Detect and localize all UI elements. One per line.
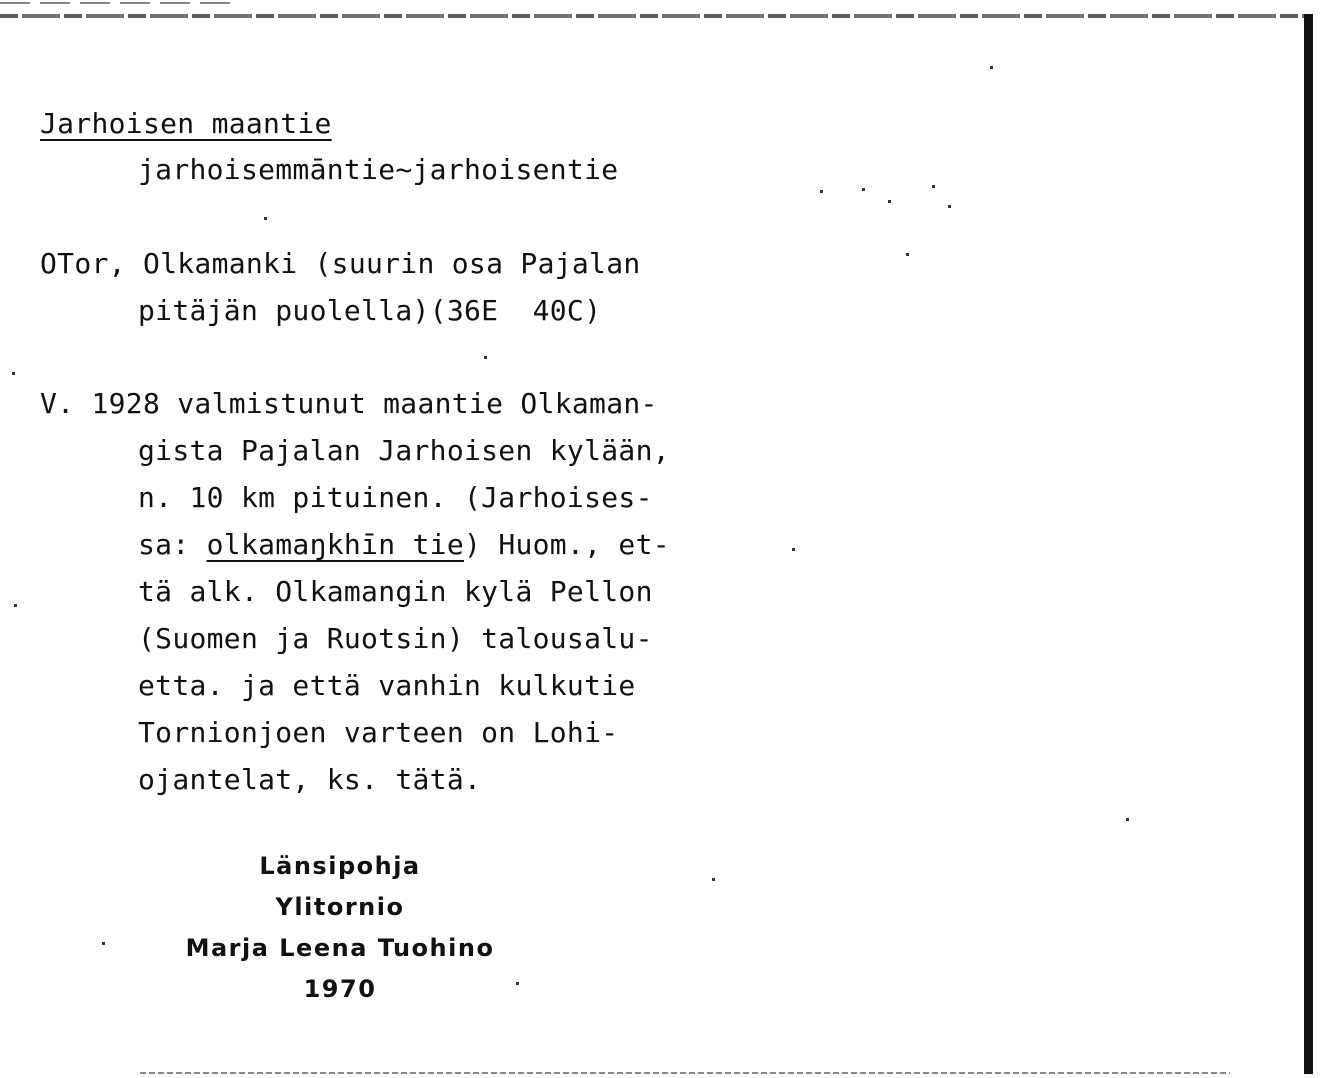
scan-speck xyxy=(264,217,267,220)
description-line-5: tä alk. Olkamangin kylä Pellon xyxy=(138,575,653,608)
card-title: Jarhoisen maantie xyxy=(40,107,332,140)
stamp-parish: Ylitornio xyxy=(275,893,405,921)
description-line-4-prefix: sa: xyxy=(138,528,207,561)
location-line-1: OTor, Olkamanki (suurin osa Pajalan xyxy=(40,247,641,280)
scan-speck xyxy=(932,185,935,188)
scan-speck xyxy=(820,190,823,193)
scan-speck xyxy=(712,878,715,881)
scan-speck xyxy=(792,548,795,551)
description-body xyxy=(138,427,670,803)
stamp-region: Länsipohja xyxy=(259,852,421,880)
stamp-collector: Marja Leena Tuohino xyxy=(185,934,495,962)
description-line-4-suffix: ) Huom., et- xyxy=(464,528,670,561)
description-line-6: (Suomen ja Ruotsin) talousalu- xyxy=(138,622,653,655)
scan-speck xyxy=(948,205,951,208)
scan-speck xyxy=(1126,818,1129,821)
scan-speck xyxy=(906,253,909,256)
scan-artifact-right-edge xyxy=(1304,14,1313,1074)
name-variants: jarhoisemmāntie~jarhoisentie xyxy=(138,153,619,186)
scan-speck xyxy=(484,356,487,359)
scan-speck xyxy=(990,66,993,69)
dialect-term: olkamaŋkhīn tie xyxy=(206,528,465,561)
scan-artifact-top-edge xyxy=(0,14,1308,18)
description-line-7: etta. ja että vanhin kulkutie xyxy=(138,669,636,702)
description-line-2: gista Pajalan Jarhoisen kylään, xyxy=(138,434,670,467)
description-line-4 xyxy=(138,521,670,568)
stamp-year: 1970 xyxy=(303,975,377,1003)
scan-artifact-bottom-edge xyxy=(140,1072,1230,1074)
scan-speck xyxy=(12,372,15,375)
collector-stamp xyxy=(150,846,530,1010)
scan-speck xyxy=(862,188,865,191)
location-line-2: pitäjän puolella)(36E 40C) xyxy=(138,294,602,327)
scan-artifact-top-short xyxy=(0,2,240,4)
scan-speck xyxy=(102,942,105,945)
description-line-3: n. 10 km pituinen. (Jarhoises- xyxy=(138,481,653,514)
description-line-1: V. 1928 valmistunut maantie Olkaman- xyxy=(40,387,658,420)
scan-speck xyxy=(888,200,891,203)
description-line-8: Tornionjoen varteen on Lohi- xyxy=(138,716,619,749)
scan-speck xyxy=(14,604,17,607)
description-line-9: ojantelat, ks. tätä. xyxy=(138,763,482,796)
